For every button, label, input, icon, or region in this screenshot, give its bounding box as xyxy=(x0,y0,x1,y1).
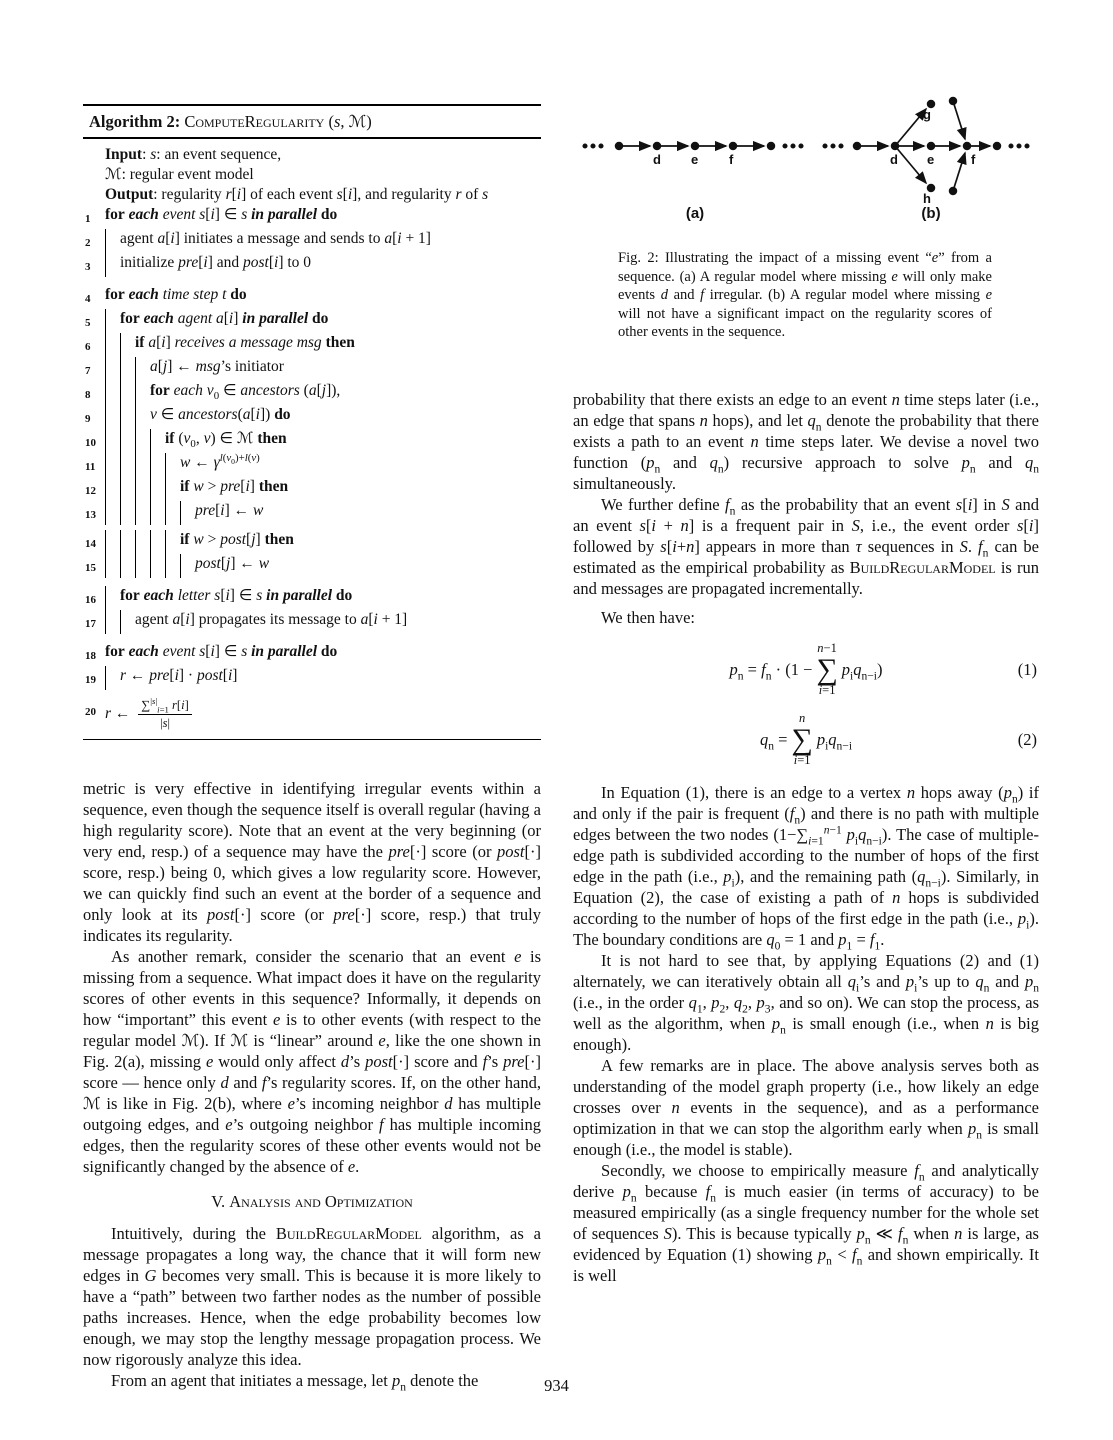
line-number: 3 xyxy=(85,261,91,273)
block-indent-bar xyxy=(120,554,135,578)
equation-2-number: (2) xyxy=(1017,729,1037,749)
paragraph-further-define: We further define $f_n$ as the probability that an event s[i] in S and an event s[i + n] is a frequent pair in S, i.e., the event order s[i] followed by s[i+n] appears in more than τ sequences in S. $f_n$ can be estimated as the empirical probability as BuildRegularModel is run and messages are propagated incrementally. xyxy=(573,494,1040,598)
algorithm-line-text: for each time step t do xyxy=(105,286,247,303)
fraction-numerator: ∑$^{|s|}_{i=1}$ r[i] xyxy=(138,698,191,715)
algorithm-line-text: v ∈ ancestors(a[i]) do xyxy=(150,406,291,423)
block-indent-bar xyxy=(105,229,120,253)
algorithm-line-text: for each $v_0$ ∈ ancestors (a[j]), xyxy=(150,382,341,403)
line-number: 8 xyxy=(85,389,91,401)
block-indent-bar xyxy=(105,429,120,453)
label-a-e: e xyxy=(691,152,699,167)
paragraph-secondly: Secondly, we choose to empirically measure $f_n$ and analytically derive $p_n$ because $f_n$ is much easier (in terms of accuracy) to be measured empirically (as a single frequency number for the whole set of sequences S). This is because typically $p_n$ ≪ $f_n$ when n is large, as evidenced by Equation (1) showing $p_n < f_n$ and shown empirically. It is well xyxy=(573,1160,1039,1285)
sigma-icon: ∑ xyxy=(816,652,838,686)
sum-upper-limit: n xyxy=(798,711,806,726)
block-indent-bar xyxy=(165,501,180,525)
equation-1-lhs: $p_n = f_n \cdot (1$ − xyxy=(729,659,813,682)
line-number: 17 xyxy=(85,618,96,630)
line-number: 2 xyxy=(85,237,91,249)
sum-lower-limit: i=1 xyxy=(818,683,836,698)
algorithm-line-text: r ← pre[i] · post[i] xyxy=(120,667,238,684)
block-indent-bar xyxy=(105,530,120,554)
block-indent-bar xyxy=(120,333,135,357)
line-number: 13 xyxy=(85,509,96,521)
line20-lhs: r ← xyxy=(105,705,131,723)
label-b-e: e xyxy=(927,152,935,167)
equation-1-rhs: $p_iq_{n-i}$) xyxy=(841,659,883,682)
equation-1-number: (1) xyxy=(1017,659,1037,679)
node-b-end xyxy=(994,143,1001,150)
algorithm-output-text: : regularity r[i] of each event s[i], and regularity r of s xyxy=(153,186,489,203)
block-indent-bar xyxy=(105,554,120,578)
algorithm-output-label: Output xyxy=(105,186,154,203)
block-indent-bar xyxy=(105,405,120,429)
algorithm-line xyxy=(85,642,537,666)
block-indent-bar xyxy=(150,429,165,453)
algorithm-line xyxy=(85,477,537,501)
sum-lower-limit: i=1 xyxy=(793,753,811,768)
label-b-g: g xyxy=(923,107,931,122)
algorithm-line-text xyxy=(105,695,537,731)
algorithm-input-label: Input xyxy=(105,146,143,163)
algorithm-box xyxy=(83,104,541,740)
block-indent-bar xyxy=(150,501,165,525)
line-number: 12 xyxy=(85,485,96,497)
block-indent-bar xyxy=(120,501,135,525)
line-number: 5 xyxy=(85,317,91,329)
block-indent-bar xyxy=(150,477,165,501)
algorithm-input-line xyxy=(85,145,537,165)
figure-2-graphic xyxy=(573,88,1033,238)
algorithm-line xyxy=(85,309,537,333)
algorithm-output-line xyxy=(85,185,537,205)
block-indent-bar xyxy=(120,453,135,477)
label-b-f: f xyxy=(971,152,976,167)
sum-symbol xyxy=(816,642,837,697)
paragraph-from-agent: From an agent that initiates a message, let $p_n$ denote the xyxy=(111,1371,479,1394)
equation-2-rhs: $p_iq_{n-i}$ xyxy=(816,729,853,752)
line-number: 15 xyxy=(85,562,96,574)
paragraph-remark: As another remark, consider the scenario that an event e is missing from a sequence. What impact does it have on the regularity scores of other events in this sequence? Informally, it depends on how “important” this event e is to other events (with respect to the regular model ℳ). If ℳ is “linear” around e, like the one shown in Fig. 2(a), missing e would only affect d’s post[·] score and f’s pre[·] score — hence only d and f’s regularity scores. If, on the other hand, ℳ is like in Fig. 2(b), where e’s incoming neighbor d has multiple outgoing edges, and e’s outgoing neighbor f has multiple incoming edges, then the regularity scores of these other events would not be significantly changed by the absence of e. xyxy=(83,947,541,1177)
figure-2 xyxy=(573,88,1039,243)
block-indent-bar xyxy=(120,477,135,501)
line-number: 20 xyxy=(85,706,96,718)
equation-2 xyxy=(573,712,1039,768)
block-indent-bar xyxy=(105,666,120,690)
algorithm-line xyxy=(85,333,537,357)
algorithm-line xyxy=(85,405,537,429)
algorithm-line xyxy=(85,610,537,634)
line-number: 6 xyxy=(85,341,91,353)
sum-upper-limit: n−1 xyxy=(817,641,837,656)
label-b-h: h xyxy=(923,191,931,206)
block-indent-bar xyxy=(105,610,120,634)
paragraph-few-remarks: A few remarks are in place. The above analysis serves both as understanding of the model graph property (i.e., how likely an edge crosses over n events in the sequence), and as a performance optimization in that we can stop the algorithm early when $p_n$ is small enough (i.e., the model is stable). xyxy=(573,1055,1039,1159)
subfigure-b-tag: (b) xyxy=(921,205,941,222)
block-indent-bar xyxy=(180,554,195,578)
block-indent-bar xyxy=(105,309,120,333)
algorithm-line-text: if a[i] receives a message msg then xyxy=(135,334,355,351)
line20-fraction xyxy=(138,695,191,731)
block-indent-bar xyxy=(105,253,120,277)
block-indent-bar xyxy=(165,453,180,477)
line-number: 10 xyxy=(85,437,96,449)
block-indent-bar xyxy=(135,530,150,554)
algorithm-body xyxy=(83,139,541,739)
algorithm-line-text: for each event s[i] ∈ s in parallel do xyxy=(105,206,338,223)
block-indent-bar xyxy=(135,554,150,578)
figure-2-caption: Fig. 2: Illustrating the impact of a missing event “e” from a sequence. (a) A regular model where missing e will only make events d and f irregular. (b) A regular model where missing e will not have a significant impact on the regularity scores of other events in the sequence. xyxy=(618,250,993,340)
block-indent-bar xyxy=(105,357,120,381)
algorithm-line-20 xyxy=(85,695,537,731)
algorithm-input-text: : s: an event sequence, xyxy=(142,146,282,163)
algorithm-line xyxy=(85,229,537,253)
paragraph-in-equation-1: In Equation (1), there is an edge to a vertex n hops away $(p_n)$ if and only if the pair is frequent $(f_n)$ and there is no path with multiple edges between the two nodes ($1-\sum_{i=1}^{n-1}$ $p_iq_{n-i}$). The case of multiple-edge path is subdivided according to the number of hops of the first edge in the path (i.e., $p_i$), and the remaining path $(q_{n-i})$. Similarly, in Equation (2), the case of existing a path of n hops is subdivided according to the number of hops of the first edge in the path (i.e., $p_i$). The boundary conditions are $q_0 = 1$ and $p_1 = f_1$. xyxy=(573,782,1039,952)
algorithm-line-text: initialize pre[i] and post[i] to 0 xyxy=(120,254,312,271)
algorithm-line xyxy=(85,501,537,525)
block-indent-bar xyxy=(135,501,150,525)
block-indent-bar xyxy=(120,530,135,554)
left-column xyxy=(83,104,541,1394)
equation-2-lhs: $q_n$ = xyxy=(759,729,788,752)
block-indent-bar xyxy=(105,333,120,357)
paragraph-metric: metric is very effective in identifying irregular events within a sequence, even though the sequence itself is overall regular (having a high regularity score). Note that an event at the very beginning (or very end, resp.) of a sequence may have the pre[·] score (or post[·] score, resp.) being 0, which gives a low regularity score. However, we can quickly find such an event at the border of a sequence and only look at its post[·] score (or pre[·] score, resp.) that truly indicates its regularity. xyxy=(83,779,541,946)
block-indent-bar xyxy=(120,429,135,453)
algorithm-title xyxy=(83,106,541,139)
block-indent-bar xyxy=(150,530,165,554)
algorithm-line-text: post[j] ← w xyxy=(195,555,270,572)
block-indent-bar xyxy=(150,453,165,477)
line-number: 18 xyxy=(85,650,96,662)
right-column xyxy=(573,88,1039,1286)
algorithm-line xyxy=(85,453,537,477)
subfigure-a-tag: (a) xyxy=(685,205,705,222)
block-indent-bar xyxy=(165,554,180,578)
block-indent-bar xyxy=(105,477,120,501)
paragraph-intuitively: Intuitively, during the BuildRegularModel algorithm, as a message propagates a long way, the chance that it will form new edges in G becomes very small. This is because it is more likely to have a “path” between two farther nodes as the number of possible paths increases. Hence, when the edge probability becomes low enough, we may stop the lengthy message propagation process. We now rigorously analyze this idea. xyxy=(83,1224,541,1370)
algorithm-line-text: agent a[i] initiates a message and sends to a[i + 1] xyxy=(120,230,431,247)
block-indent-bar xyxy=(120,357,135,381)
algorithm-line xyxy=(85,205,537,229)
block-indent-bar xyxy=(165,477,180,501)
algorithm-line xyxy=(85,586,537,610)
block-indent-bar xyxy=(105,586,120,610)
algorithm-line xyxy=(85,666,537,690)
page-number: 934 xyxy=(544,1376,569,1395)
block-indent-bar xyxy=(105,501,120,525)
line-number: 9 xyxy=(85,413,91,425)
algorithm-line-text: agent a[i] propagates its message to a[i + 1] xyxy=(135,611,408,628)
algorithm-line-text: w ← $\gamma^{l(v_0)+l(v)}$ xyxy=(180,451,260,471)
algorithm-line-text: for each letter s[i] ∈ s in parallel do xyxy=(120,587,353,604)
line-number: 1 xyxy=(85,213,91,225)
block-indent-bar xyxy=(120,610,135,634)
sigma-icon: ∑ xyxy=(791,722,813,756)
algorithm-input-line2: ℳ: regular event model xyxy=(105,166,254,183)
block-indent-bar xyxy=(135,357,150,381)
line-number: 11 xyxy=(85,461,96,473)
block-indent-bar xyxy=(135,405,150,429)
algorithm-title-name: ComputeRegularity (s, ℳ) xyxy=(184,112,372,131)
block-indent-bar xyxy=(150,554,165,578)
algorithm-line-text: a[j] ← msg’s initiator xyxy=(150,358,284,375)
algorithm-line-text: pre[i] ← w xyxy=(195,502,264,519)
label-b-d: d xyxy=(890,152,898,167)
algorithm-title-prefix: Algorithm 2: xyxy=(89,112,181,131)
algorithm-lines xyxy=(85,205,537,690)
algorithm-line xyxy=(85,357,537,381)
line-number: 4 xyxy=(85,293,91,305)
block-indent-bar xyxy=(120,405,135,429)
section-heading-analysis: V. Analysis and Optimization xyxy=(211,1192,413,1212)
algorithm-line xyxy=(85,253,537,277)
algorithm-line-text: for each agent a[i] in parallel do xyxy=(120,310,329,327)
equation-1 xyxy=(573,642,1039,698)
line-number: 7 xyxy=(85,365,91,377)
algorithm-line xyxy=(85,285,537,309)
sum-symbol xyxy=(791,712,812,767)
algorithm-line xyxy=(85,554,537,578)
algorithm-line-text: for each event s[i] ∈ s in parallel do xyxy=(105,643,338,660)
label-a-f: f xyxy=(729,152,734,167)
node-a-end xyxy=(768,143,775,150)
paragraph-not-hard: It is not hard to see that, by applying Equations (2) and (1) alternately, we can iteratively obtain all $q_i’s$ and $p_i’s$ up to $q_n$ and $p_n$ (i.e., in the order $q_1$, $p_2$, $q_2$, $p_3$, and so on). We can stop the process, as well as the algorithm, when $p_n$ is small enough (i.e., when n is big enough). xyxy=(573,950,1040,1054)
block-indent-bar xyxy=(180,501,195,525)
block-indent-bar xyxy=(135,477,150,501)
algorithm-line xyxy=(85,381,537,405)
paragraph-probability: probability that there exists an edge to an event n time steps later (i.e., an edge that spans n hops), and let $q_n$ denote the probability that there exists a path to an event n time steps later. We devise a novel two function ($p_n$ and $q_n$) recursive approach to solve $p_n$ and $q_n$ simultaneously. xyxy=(573,389,1040,493)
fraction-denominator: |s| xyxy=(160,715,170,730)
block-indent-bar xyxy=(120,381,135,405)
block-indent-bar xyxy=(105,453,120,477)
line-number: 16 xyxy=(85,594,96,606)
block-indent-bar xyxy=(105,381,120,405)
line-number: 14 xyxy=(85,538,96,550)
label-a-d: d xyxy=(653,152,661,167)
block-indent-bar xyxy=(165,530,180,554)
block-indent-bar xyxy=(135,453,150,477)
algorithm-line-text: if ($v_0$, v) ∈ ℳ then xyxy=(165,430,287,451)
paragraph-we-then-have: We then have: xyxy=(601,607,696,627)
algorithm-line-text: if w > post[j] then xyxy=(180,531,294,548)
line-number: 19 xyxy=(85,674,96,686)
block-indent-bar xyxy=(135,429,150,453)
algorithm-line-text: if w > pre[i] then xyxy=(180,478,289,495)
algorithm-line xyxy=(85,429,537,453)
block-indent-bar xyxy=(135,381,150,405)
algorithm-line xyxy=(85,530,537,554)
